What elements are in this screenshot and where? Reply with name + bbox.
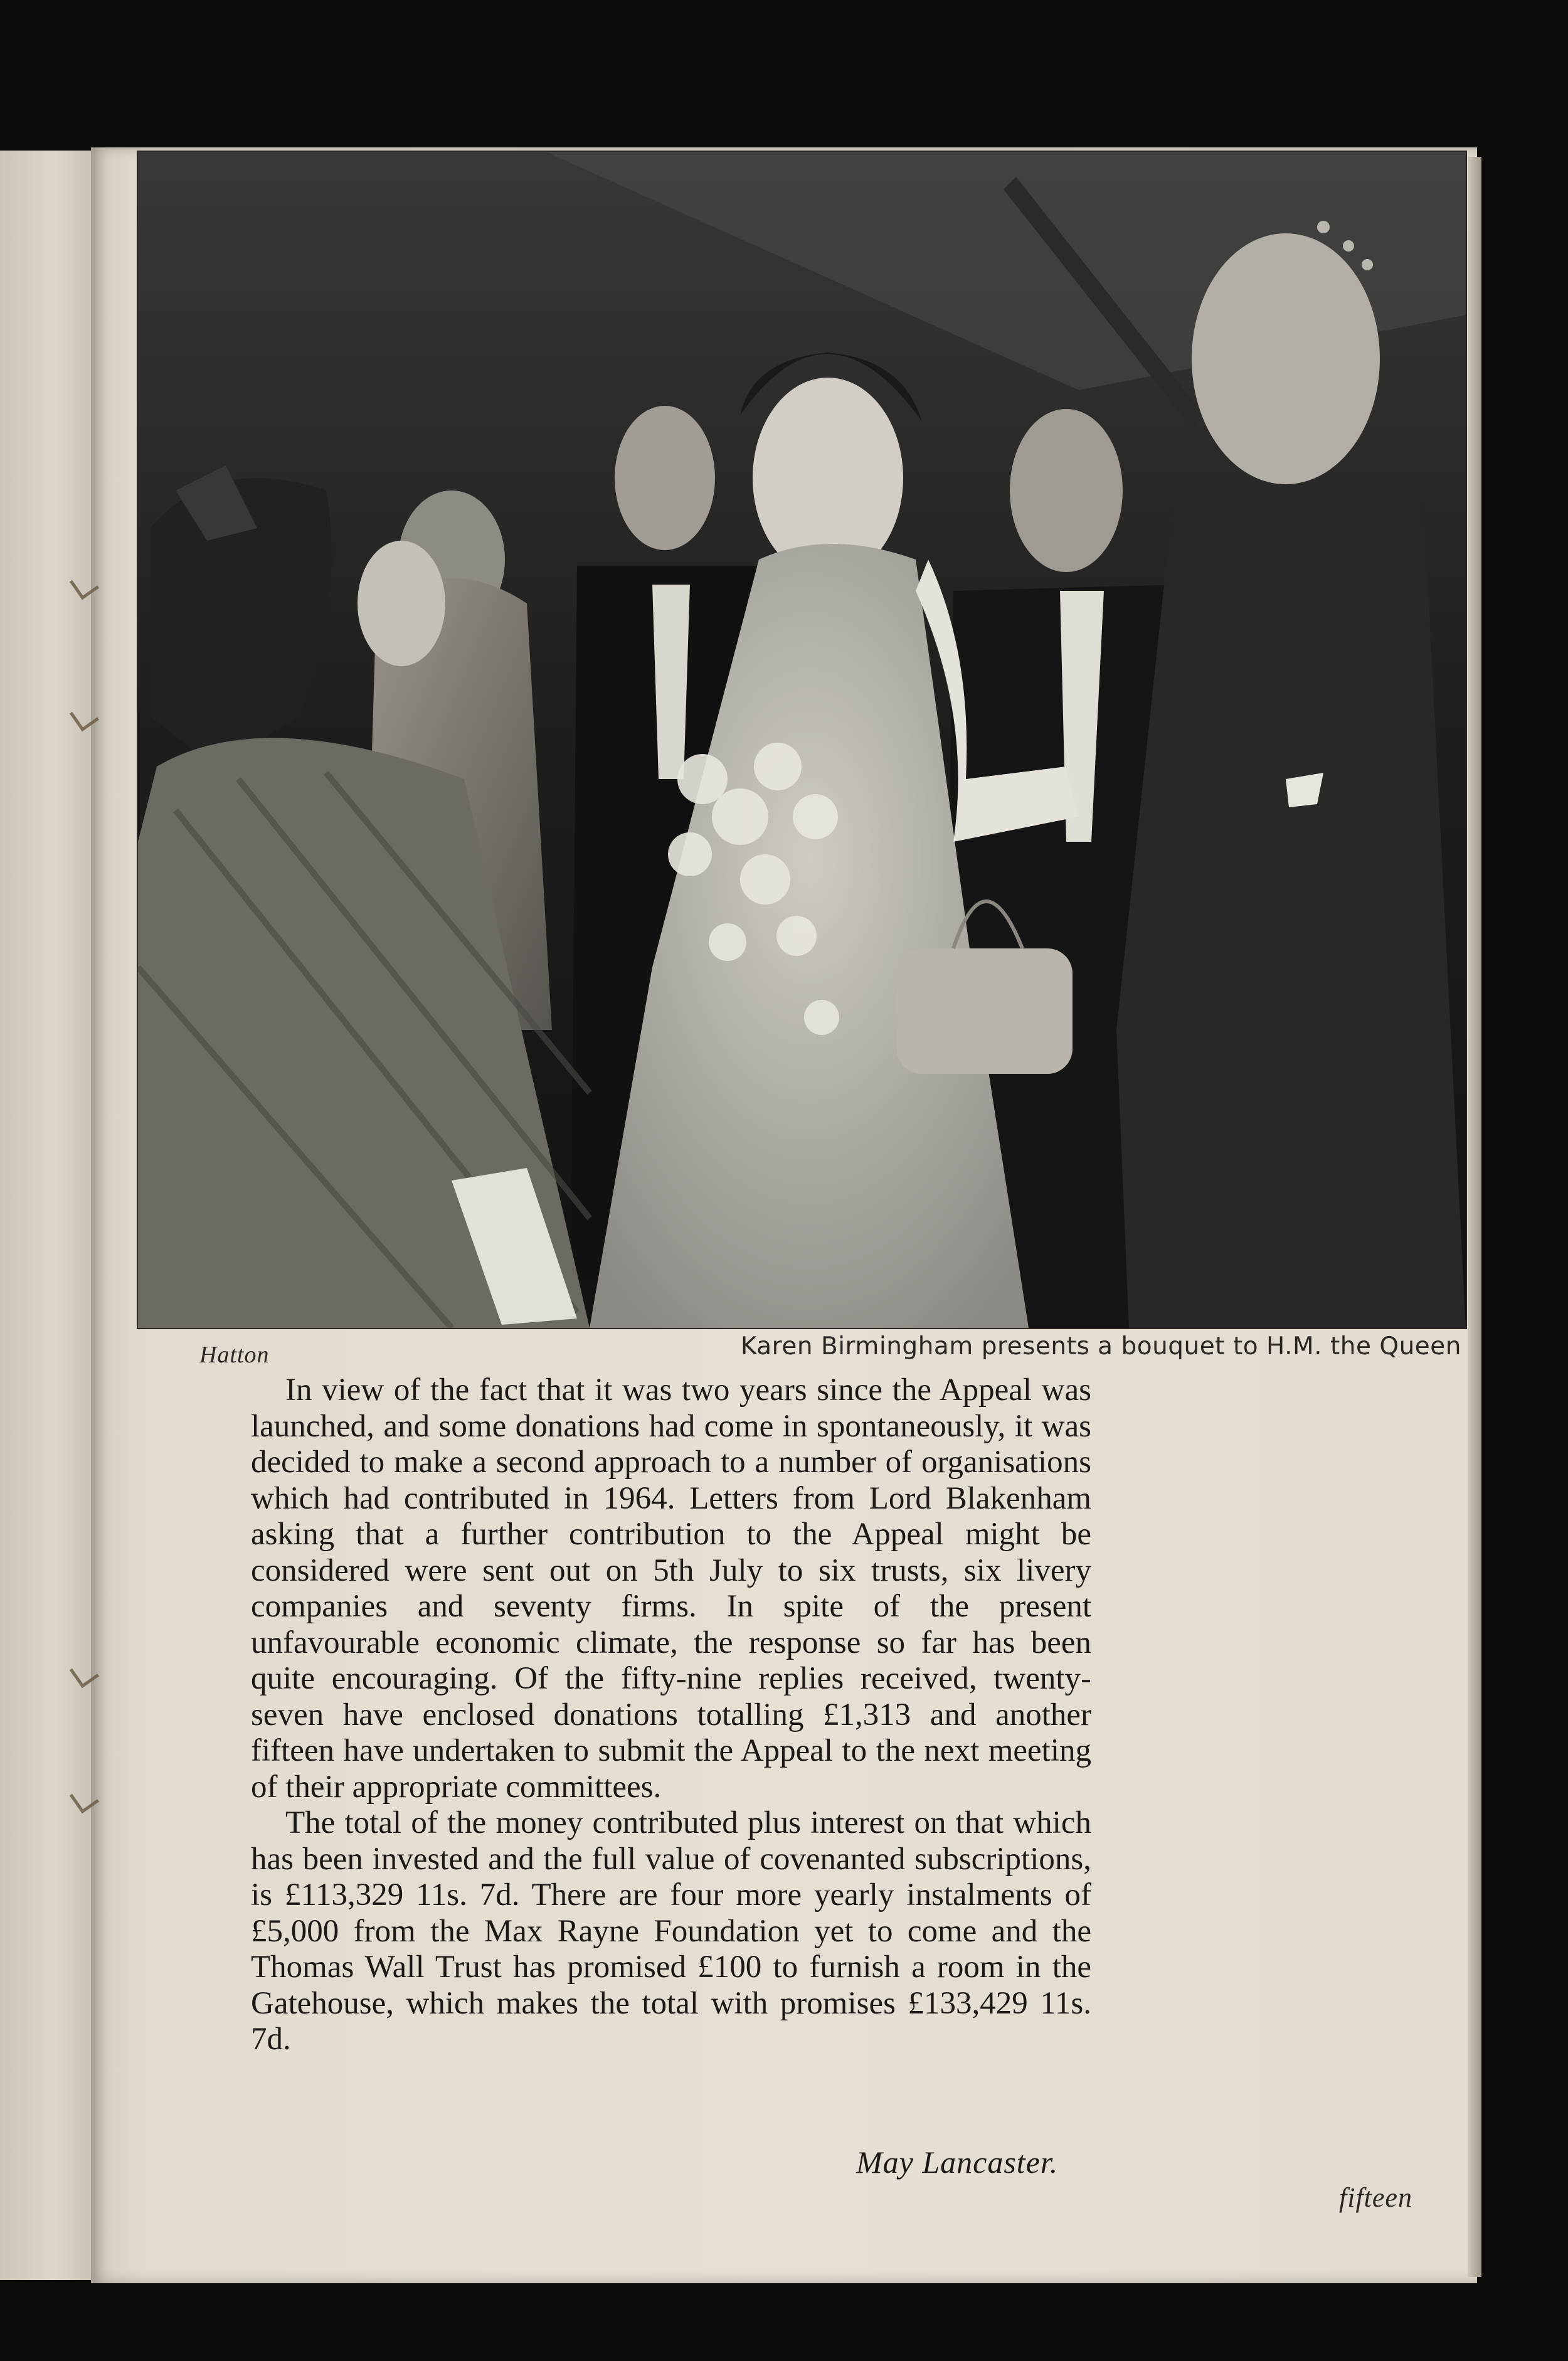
photo-illustration [138,152,1466,1328]
article-body [251,1372,1091,2058]
author-signature: May Lancaster. [856,2145,1059,2180]
article-paragraph: In view of the fact that it was two years since the Appeal was launched, and some donations had come in spontaneously, it was decided to make a second approach to a number of organisations which had contributed in 1964. Letters from Lord Blakenham asking that a further contribution to the Appeal might be considered were sent out on 5th July to six trusts, six livery companies and seventy firms. In spite of the present unfavourable economic climate, the response so far has been quite encouraging. Of the fifty-nine replies received, twenty-seven have enclosed donations totalling £1,313 and another fifteen have undertaken to submit the Appeal to the next meeting of their appropriate committees. [251,1372,1091,1805]
photo-caption: Karen Birmingham presents a bouquet to H.M. the Queen [740,1332,1461,1361]
page-number: fifteen [1339,2182,1412,2213]
article-paragraph: The total of the money contributed plus interest on that which has been invested and the full value of covenanted subscriptions, is £113,329 11s. 7d. There are four more yearly instalments of £5,000 from the Max Rayne Foundation yet to come and the Thomas Wall Trust has promised £100 to furnish a room in the Gatehouse, which makes the total with promises £133,429 11s. 7d. [251,1805,1091,2057]
page-fore-edge [1468,157,1481,2277]
facing-page-edge [0,151,91,2280]
photo-credit: Hatton [199,1342,270,1368]
event-photograph [137,151,1467,1329]
